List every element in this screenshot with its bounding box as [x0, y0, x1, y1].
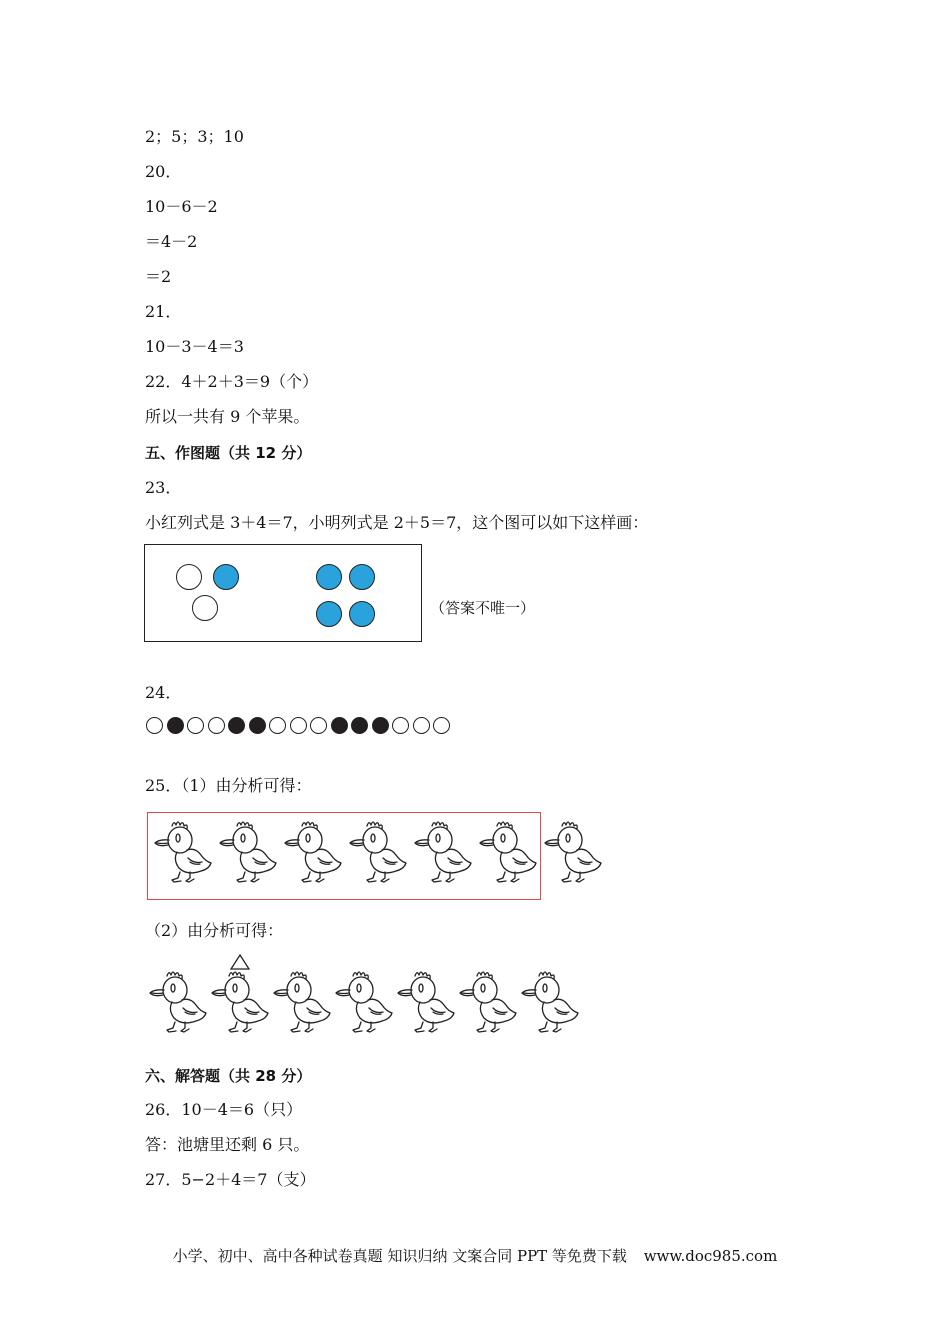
- duck-icon: [269, 966, 333, 1046]
- open-circle: [146, 717, 163, 734]
- question-23-text: 小红列式是 3＋4＝7，小明列式是 2＋5＝7，这个图可以如下这样画：: [145, 513, 649, 532]
- section-5-heading: 五、作图题（共 12 分）: [145, 444, 312, 462]
- white-circle: [192, 595, 218, 621]
- duck-icon: [345, 816, 409, 896]
- question-23-number: 23．: [145, 478, 182, 497]
- q24-circle-row: [146, 717, 450, 734]
- blue-circle: [316, 564, 342, 590]
- question-24-number: 24．: [145, 683, 182, 702]
- duck-icon: [215, 816, 279, 896]
- duck-icon: [331, 966, 395, 1046]
- question-25-part-2: （2）由分析可得：: [145, 921, 284, 940]
- question-26-equation: 26．10－4＝6（只）: [145, 1100, 303, 1119]
- page-footer: [0, 1246, 950, 1266]
- open-circle: [310, 717, 327, 734]
- question-22-conclusion: 所以一共有 9 个苹果。: [145, 407, 310, 426]
- question-25-part-1: 25．（1）由分析可得：: [145, 776, 312, 795]
- duck-icon: [280, 816, 344, 896]
- question-26-answer: 答：池塘里还剩 6 只。: [145, 1135, 310, 1154]
- filled-circle: [331, 717, 348, 734]
- duck-icon: [410, 816, 474, 896]
- question-27-equation: 27．5−2＋4＝7（支）: [145, 1170, 316, 1189]
- footer-website: www.doc985.com: [643, 1247, 778, 1265]
- duck-icon: [207, 966, 271, 1046]
- open-circle: [269, 717, 286, 734]
- filled-circle: [372, 717, 389, 734]
- section-6-heading: 六、解答题（共 28 分）: [145, 1067, 312, 1085]
- open-circle: [290, 717, 307, 734]
- open-circle: [187, 717, 204, 734]
- duck-icon: [393, 966, 457, 1046]
- question-20-step-1: 10－6－2: [145, 197, 218, 216]
- blue-circle: [316, 601, 342, 627]
- duck-icon: [517, 966, 581, 1046]
- question-20-number: 20．: [145, 162, 182, 181]
- duck-icon: [540, 816, 604, 896]
- blue-circle: [349, 564, 375, 590]
- duck-icon: [145, 966, 209, 1046]
- white-circle: [176, 564, 202, 590]
- blue-circle: [349, 601, 375, 627]
- open-circle: [413, 717, 430, 734]
- line-19-answer: 2；5；3；10: [145, 127, 244, 146]
- filled-circle: [228, 717, 245, 734]
- question-21-answer: 10－3－4＝3: [145, 337, 244, 356]
- duck-icon: [475, 816, 539, 896]
- blue-circle: [213, 564, 239, 590]
- question-20-step-3: ＝2: [145, 267, 172, 286]
- filled-circle: [249, 717, 266, 734]
- duck-icon: [455, 966, 519, 1046]
- duck-icon: [150, 816, 214, 896]
- open-circle: [208, 717, 225, 734]
- question-21-number: 21．: [145, 302, 182, 321]
- filled-circle: [351, 717, 368, 734]
- open-circle: [433, 717, 450, 734]
- footer-text: 小学、初中、高中各种试卷真题 知识归纳 文案合同 PPT 等免费下载: [172, 1247, 627, 1265]
- question-23-note: （答案不唯一）: [430, 599, 536, 617]
- question-20-step-2: ＝4－2: [145, 232, 198, 251]
- open-circle: [392, 717, 409, 734]
- q23-drawing-box: [144, 544, 422, 642]
- question-22-equation: 22．4＋2＋3＝9（个）: [145, 372, 319, 391]
- filled-circle: [167, 717, 184, 734]
